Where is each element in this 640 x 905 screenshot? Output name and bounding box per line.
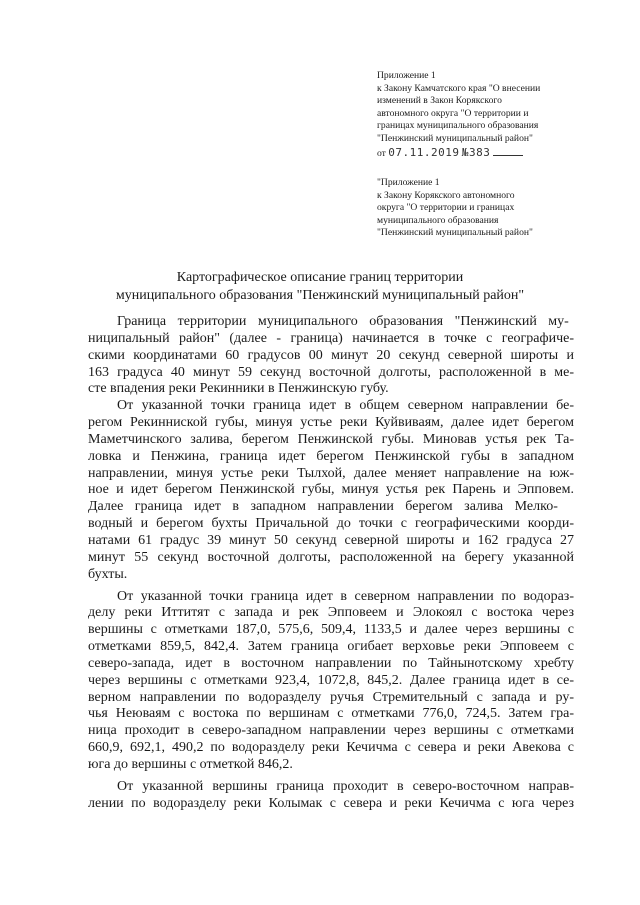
annex-date-line (377, 146, 582, 161)
text-line: Граница территории муниципального образования "Пенжинский му- (117, 314, 569, 329)
text-line: Маметчинского залива, берегом Пенжинской губы. Миновав устья рек Та- (88, 431, 574, 447)
text-line: чья Неюваям с востока по вершинам с отметками 776,0, 724,5. Затем гра- (88, 706, 574, 722)
annex-header-amendment (377, 70, 582, 160)
text-line: водный и берегом бухты Причальной до точки с географическими коорди- (88, 516, 574, 532)
text-line: верном направлении по водоразделу ручья Стремительный с запада и ру- (88, 689, 574, 705)
text-line: ловка и Пенжина, граница идет берегом Пенжинской губы в западном (88, 448, 574, 464)
text-line: Далее граница идет в западном направлении берегом залива Мелко- (88, 499, 558, 515)
text-line: вершины с отметками 187,0, 575,6, 509,4, 1133,5 и далее через вершины с (88, 622, 574, 638)
annex-line: к Закону Корякского автономного (377, 189, 515, 201)
date-prefix: от (377, 147, 386, 159)
paragraph-4 (88, 779, 574, 813)
text-line: скими координатами 60 градусов 00 минут 20 секунд северной широты и (88, 347, 574, 363)
text-line: натами 61 градус 39 минут 50 секунд северной широты и 162 градуса 27 (88, 532, 574, 548)
annex-line: автономного округа "О территории и (377, 107, 529, 119)
text-line: направлении, минуя устье реки Тылхой, далее меняет направление на юж- (88, 465, 574, 481)
annex-line: изменений в Закон Корякского (377, 95, 502, 107)
title-line: муниципального образования "Пенжинский муниципальный район" (115, 288, 525, 303)
title-line: Картографическое описание границ территории (176, 270, 464, 285)
annex-line: к Закону Камчатского края "О внесении (377, 82, 541, 94)
text-line: регом Рекинниской губы, минуя устье реки Куйвиваям, далее идет берегом (88, 415, 574, 431)
annex-line: "Пенжинский муниципальный район" (377, 132, 533, 144)
text-line: От указанной точки граница идет в общем северном направлении бе- (117, 398, 574, 414)
text-line: минут 55 секунд восточной долготы, расположенной на берегу указанной (88, 549, 574, 565)
text-line: делу реки Иттитят с запада и рек Эпповеем и Элокоял с востока через (88, 605, 574, 621)
paragraph-1 (88, 314, 574, 398)
text-line: бухты. (88, 566, 128, 582)
text-line: юга до вершины с отметкой 846,2. (88, 756, 293, 772)
annex-line: границах муниципального образования (377, 120, 539, 132)
text-line: северо-запада, идет в восточном направлении по Тайнынотскому хребту (88, 655, 574, 671)
number-prefix: № (461, 145, 470, 159)
text-line: 163 градуса 40 минут 59 секунд восточной долготы, расположенной в ме- (88, 364, 574, 380)
number-underline (493, 146, 523, 156)
annex-line: Приложение 1 (377, 70, 436, 81)
text-line: ница проходит в северо-западном направлении через вершины с отметками (88, 723, 574, 739)
text-line: От указанной точки граница идет в северном направлении по водораз- (117, 588, 574, 604)
annex-line: муниципального образования (377, 214, 499, 226)
text-line: через вершины с отметками 923,4, 1072,8, 845,2. Далее граница идет в се- (88, 672, 574, 688)
annex-line: округа "О территории и границах (377, 202, 515, 214)
text-line: сте впадения реки Рекинники в Пенжинскую губу. (88, 381, 389, 397)
text-line: 660,9, 692,1, 490,2 по водоразделу реки Кечичма с севера и реки Авекова с (88, 740, 574, 756)
annex-line: "Пенжинский муниципальный район" (377, 227, 533, 239)
paragraph-3 (88, 589, 574, 774)
text-line: ниципальный район" (далее - граница) начинается в точке с географиче- (88, 330, 574, 346)
text-line: ное и идет берегом Пенжинской губы, минуя устья рек Парень и Эпповем. (88, 482, 574, 498)
annex-header-original (377, 177, 582, 240)
date-value: 07.11.2019 (388, 145, 460, 159)
annex-line: "Приложение 1 (377, 177, 440, 188)
number-value: 383 (469, 145, 491, 159)
text-line: отметками 859,5, 842,4. Затем граница огибает верховье реки Эпповеем с (88, 639, 574, 655)
document-title (60, 269, 580, 305)
paragraph-2 (88, 398, 574, 583)
text-line: От указанной вершины граница проходит в северо-восточном направ- (117, 778, 574, 794)
text-line: лении по водоразделу реки Колымак с севера и реки Кечичма с юга через (88, 795, 574, 811)
document-body (88, 314, 574, 812)
